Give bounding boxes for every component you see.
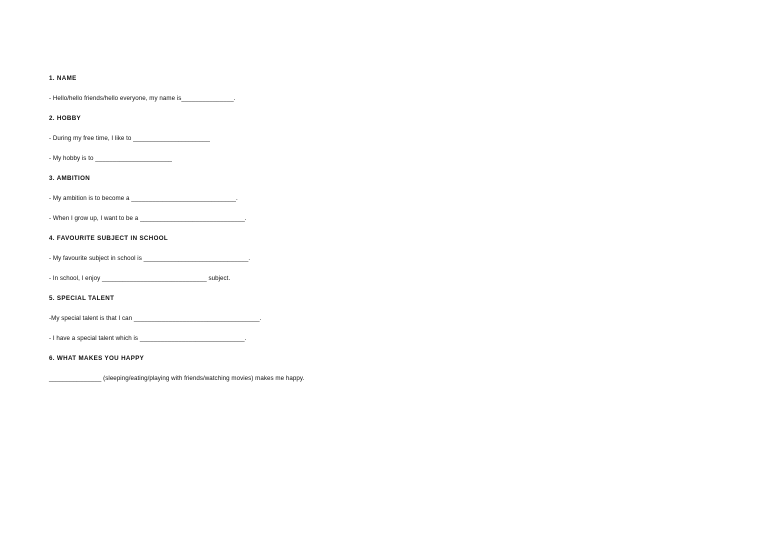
ambition-sentence-become: - My ambition is to become a ______________________________. [49, 195, 238, 202]
special-talent-sentence-can: -My special talent is that I can ____________________________________. [49, 315, 262, 322]
name-sentence: - Hello/hello friends/hello everyone, my name is_______________. [49, 95, 236, 102]
happy-sentence: _______________ (sleeping/eating/playing with friends/watching movies) makes me happy. [49, 375, 305, 382]
enjoy-subject-sentence: - In school, I enjoy ______________________________ subject. [49, 275, 231, 282]
section-heading-happy: 6. WHAT MAKES YOU HAPPY [49, 355, 145, 362]
section-heading-favourite-subject: 4. FAVOURITE SUBJECT IN SCHOOL [49, 235, 169, 242]
ambition-sentence-grow-up: - When I grow up, I want to be a ______________________________. [49, 215, 247, 222]
worksheet-content [49, 74, 729, 394]
hobby-sentence: - My hobby is to ______________________ [49, 155, 173, 162]
section-heading-name: 1. NAME [49, 75, 77, 82]
section-heading-special-talent: 5. SPECIAL TALENT [49, 295, 115, 302]
favourite-subject-sentence: - My favourite subject in school is ______________________________. [49, 255, 251, 262]
hobby-sentence-free-time: - During my free time, I like to ______________________ [49, 135, 210, 142]
section-heading-hobby: 2. HOBBY [49, 115, 82, 122]
section-heading-ambition: 3. AMBITION [49, 175, 91, 182]
special-talent-sentence-which: - I have a special talent which is ______________________________. [49, 335, 247, 342]
